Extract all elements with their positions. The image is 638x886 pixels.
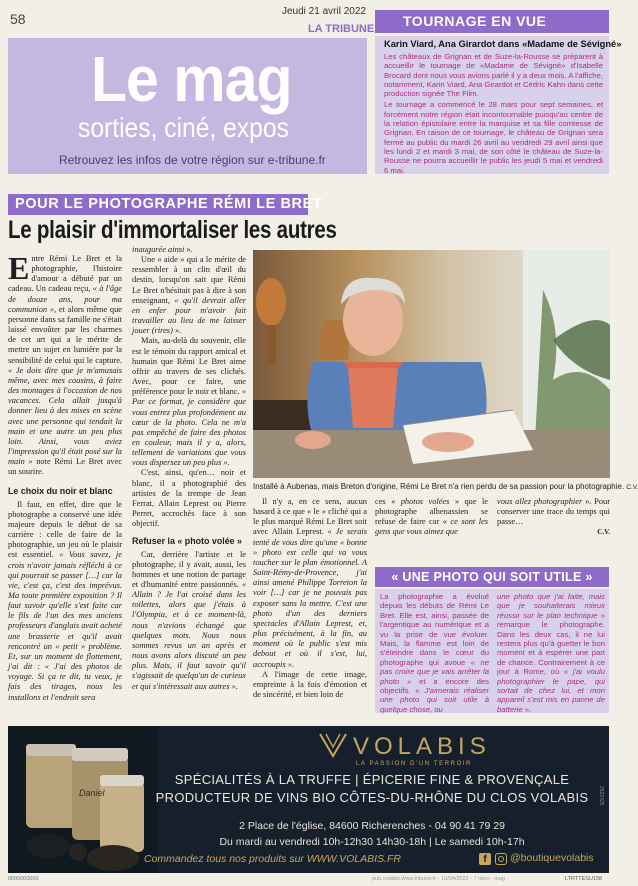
volabis-advertisement [8, 726, 609, 873]
text-run: « qu'il devrait aller en enfer pour m'avoir fait travailler au lieu de me laisser jouer (rires) [132, 295, 246, 336]
footer-middle-slug: pub.volabis.www.tribune.fr - 10/04/2022 - 7 rétro - mag - [372, 876, 509, 882]
jar-label-text: Daniel [79, 788, 105, 798]
photo-credit: C.V. [626, 484, 638, 491]
text-run: J'aimerais réaliser une photo qui soit utile à quelque chose, ou [380, 686, 490, 714]
dropcap-letter: E [8, 250, 30, 286]
text-run: » remarque le photographe. Dans les deux cas, il ne lui restera plus qu'à guetter le bon moment et à espérer une part de chance. Contrairement à ce jour à Rome, où « [497, 610, 605, 677]
photo-utile-paragraph-2 [497, 592, 605, 714]
product-jars-image [8, 726, 158, 873]
text-run: La photographie a évolué depuis les débuts de Rémi Le Bret. Elle est, ainsi, passée de l'argentique au numérique et a vu la prise de vue évoluer. Mais, la flamme est loin de s'éteindre dans le cœur du photographe qui avoue « [380, 592, 489, 667]
text-run: ces « [375, 497, 401, 506]
photo-utile-paragraph-1 [380, 592, 489, 714]
col3-paragraph-2 [253, 670, 367, 700]
col5-paragraph-1 [497, 497, 610, 527]
text-run: « Je serais tenté de vous dire qu'une « bonne » photo est celle qui va vous toucher sur le plan émotionnel. A Saint-Rémy-de-Provence, j'ai ainsi amené Philippe Torreton la voir […] car je ne pouvais pas exposer sans la mettre. C'est une photo d'un des derniers spectacles d'Allain Leprest, et, plus précisément, à la fin, au moment où le public s'est mis debout et où il s'est, lui, accroupis ». [253, 527, 367, 669]
text-run: Il n'y a, en ce sens, aucun hasard à ce que « le » cliché qui a le plus marqué Rémi Le Bret soit avec Allain Leprest. [253, 497, 367, 537]
text-run: une photo que j'ai faite, mais que je souhaiterais mieux réussir sur le plan technique [497, 592, 605, 620]
footer-right-code: LTRTTESU158 [565, 876, 603, 882]
ad-social-handle: @boutiquevolabis [510, 852, 594, 864]
page-number: 58 [10, 11, 26, 27]
text-run: « Je dois dire que je m'amusais même, avec mes cousins, à faire des montages à l'occasion de nos vacances. Cela allait jusqu'à donner lieu à des mises en scène avec une personne qui tendait la main et une autre un peu plus loin. Ainsi, vous aviez l'impression qu'il était posé sur la main » [8, 365, 122, 467]
text-run: » et a encore des objectifs. « [380, 676, 489, 696]
mag-subtitle: sorties, ciné, expos [78, 112, 289, 143]
col2-paragraph-2 [132, 336, 246, 468]
col3-paragraph-1 [253, 497, 367, 670]
tournage-label-bar [375, 10, 609, 33]
instagram-icon [495, 853, 507, 865]
tournage-paragraph-1: Les châteaux de Grignan et de Suze-la-Rousse se préparent à accueillir le tournage de «Madame de Sévigné» d'Isabelle Brocard dont nous vous avions parlé il y a deux mois. A l'affiche, notamment, Karin Viard, Ana Girardot et Cédric Kahn dans cette production signée The Film. [384, 52, 603, 99]
tournage-paragraph-2: Le tournage a commencé le 28 mars pour sept semaines, et forcément notre région était incontournable puisqu'au centre de la relation épistolaire entre la marquise et sa fille comtesse de Grignan. En raison de ce tournage, le château de Grignan sera fermé au public du mardi 26 avril au vendredi 29 avril ainsi que les lundi 2 et mardi 3 mai, de son côté le château de Suze-la-Rousse ne pourra accueillir le public les jeudi 5 mai et vendredi 6 mai. [384, 100, 603, 175]
article-column-2 [132, 245, 246, 692]
col4-paragraph-1 [375, 497, 488, 538]
volabis-brand: VOLABIS [353, 733, 491, 760]
article-column-1 [8, 250, 123, 703]
text-run: ». [174, 326, 182, 336]
text-run: note Rémi Le Bret avec un sourire. [8, 457, 123, 477]
photo-utile-column-1 [380, 592, 489, 714]
text-run: , et alors même que personne dans sa famille ne s'était laissé envoûter par les charmes de cet art qui a le mérite de mettre un sujet en lumière par la sensibilité de celui qui le capture. [8, 304, 122, 365]
col2-paragraph-4 [132, 550, 246, 692]
text-run: » que le photographe albenassien se refuse de faire car « [375, 497, 489, 527]
col1-paragraph-2 [8, 500, 122, 703]
text-run: « à l'âge de douze ans, pour ma communion » [8, 284, 122, 314]
text-run: ce sont les gens que vous aimez que [375, 517, 488, 537]
text-run: ne pas croire que je vais arrêter la photo [380, 657, 489, 686]
text-run: ». [522, 704, 532, 714]
volabis-tagline: LA PASSION D'UN TERROIR [356, 761, 473, 767]
col2-paragraph-3 [132, 468, 246, 529]
text-run: photos volées [400, 497, 450, 506]
article-headline: Le plaisir d'immortaliser les autres [8, 216, 337, 244]
footer-left-code: 0000000000 [8, 876, 39, 882]
mag-tagline: Retrouvez les infos de votre région sur e-tribune.fr [59, 153, 326, 167]
article-column-5 [497, 497, 610, 538]
ad-address: 2 Place de l'église, 84600 Richerenches - 04 90 41 79 29 [239, 820, 505, 832]
text-run: ntre Rémi Le Bret et la photographie, l'histoire d'amour a débuté par un cadeau. Un cadeau reçu, [8, 254, 122, 294]
tournage-label: TOURNAGE EN VUE [403, 13, 547, 29]
text-run: « Allain ? Je l'ai croisé dans les toilettes, alors que j'étais à l'Olympia, et à ce moment-là, nous n'avions échangé que quelques mots. Nous nous sommes revus un an après et nous avons alors discuté un peu plus. Mais, il faut savoir qu'il s'agissait de quelqu'un de curieux et qui s'intéressait aux autres ». [132, 580, 246, 691]
newspaper-name: LA TRIBUNE [308, 23, 375, 35]
col1-subhead: Le choix du noir et blanc [8, 486, 113, 497]
text-run: Mais, au-delà du souvenir, elle est le témoin du rapport amical et humain que Rémi Le Bret aime offrir au travers de ses clichés. Avec, pour ce faire, une préférence pour le noir et blanc. [132, 336, 246, 397]
ad-line-1: SPÉCIALITÉS À LA TRUFFE | ÉPICERIE FINE & PROVENÇALE [174, 772, 570, 787]
mag-title: Le mag [91, 43, 292, 115]
le-mag-banner [8, 38, 367, 174]
col2-paragraph-1 [132, 255, 246, 336]
ad-hours: Du mardi au vendredi 10h-12h30 14h30-18h | Le samedi 10h-17h [219, 836, 525, 848]
publication-date: Jeudi 21 avril 2022 [282, 6, 366, 17]
text-run: « Vous savez, je crois n'avoir jamais réfléchi à ce qui pourrait se passer […] car la vie, c'est ça, c'est des imprévus. Ma toute première exposition ? Il faut savoir qu'elle s'est faite car le fils de l'un des mes anciens professeurs d'anglais avait acheté une brasserie et qu'il avait rencontré un « petit » problème. Et, sur un moment de flottement, j'ai dit : « J'ai des photos de voyage. Si ça te dit, tu veux, je fais des tirages, nous les installons et l'endroit sera [8, 550, 122, 702]
text-run: C'est, ainsi, qu'en… noir et blanc, il a photographié des artistes de la trempe de Jean Ferrat, Allain Leprest ou Pierre Perret, accrochés face à son objectif. [132, 468, 246, 529]
text-run: inaugurée ainsi [132, 245, 185, 254]
photo-caption-line [253, 482, 638, 491]
text-run: Une « aide » qui a le mérite de ressembler à un clin d'œil du destin, lorsqu'on sait que Rémi Le Bret n'hésitait pas à dire à son enseignant, [132, 255, 246, 305]
ad-order-line: Commandez tous nos produits sur WWW.VOLABIS.FR [144, 853, 401, 865]
photo-utile-title: « UNE PHOTO QUI SOIT UTILE » [391, 570, 593, 584]
text-run: Car, derrière l'artiste et le photographe, il y avait, aussi, les hommes et une notion de partage et d'humanité entre passionnés. [132, 549, 246, 589]
text-run: vous allez photographier [497, 497, 583, 506]
article-column-4 [375, 497, 488, 538]
article-kicker: POUR LE PHOTOGRAPHE RÉMI LE BRET [15, 196, 323, 212]
volabis-logo-icon [318, 732, 348, 758]
tournage-body [384, 52, 603, 175]
article-signature: C.V. [597, 528, 610, 537]
article-kicker-bar [8, 194, 323, 215]
photo-utile-column-2 [497, 592, 605, 714]
facebook-icon: f [479, 853, 491, 865]
col1-paragraph-1 [8, 250, 123, 477]
text-run: Il faut, en effet, dire que le photographe a conservé une idée majeure depuis le début de sa carrière : celle de faire de la photographie, un jeu où le plaisir est essentiel. [8, 499, 122, 560]
text-run: A l'image de cette image, empreinte à la fois d'émotion et de sincérité, et bien loin de [253, 669, 367, 699]
tournage-headline: Karin Viard, Ana Girardot dans «Madame de Sévigné» [384, 39, 622, 50]
col2-paragraph-0 [132, 245, 246, 255]
text-run: j'ai voulu photographier le pape, qui sortait de chez lui, et mon appareil s'est mis en panne de batterie [497, 667, 605, 714]
ad-line-2: PRODUCTEUR DE VINS BIO CÔTES-DU-RHÔNE DU CLOS VOLABIS [155, 790, 589, 805]
article-column-3 [253, 497, 367, 700]
ad-side-code: 2522425 [598, 786, 604, 806]
text-run: ». [184, 245, 193, 254]
photo-caption: Installé à Aubenas, mais Breton d'origine, Rémi Le Bret n'a rien perdu de sa passion pour la photographie. [253, 482, 625, 491]
photo-utile-title-bar [375, 567, 609, 587]
text-run: « Par ce format, je considère que vous entrez plus profondément au cœur de la photo. Cela ne m'a pas empêché de faire des photos en couleur, mais il y a, alors, tellement de variations que vous vous dispersez un peu plus ». [132, 387, 246, 468]
article-photo [253, 250, 610, 478]
text-run: ». Pour conserver une trace du temps qui passe… [497, 497, 611, 527]
col2-subhead: Refuser la « photo volée » [132, 536, 242, 547]
photo-illustration [253, 250, 610, 478]
